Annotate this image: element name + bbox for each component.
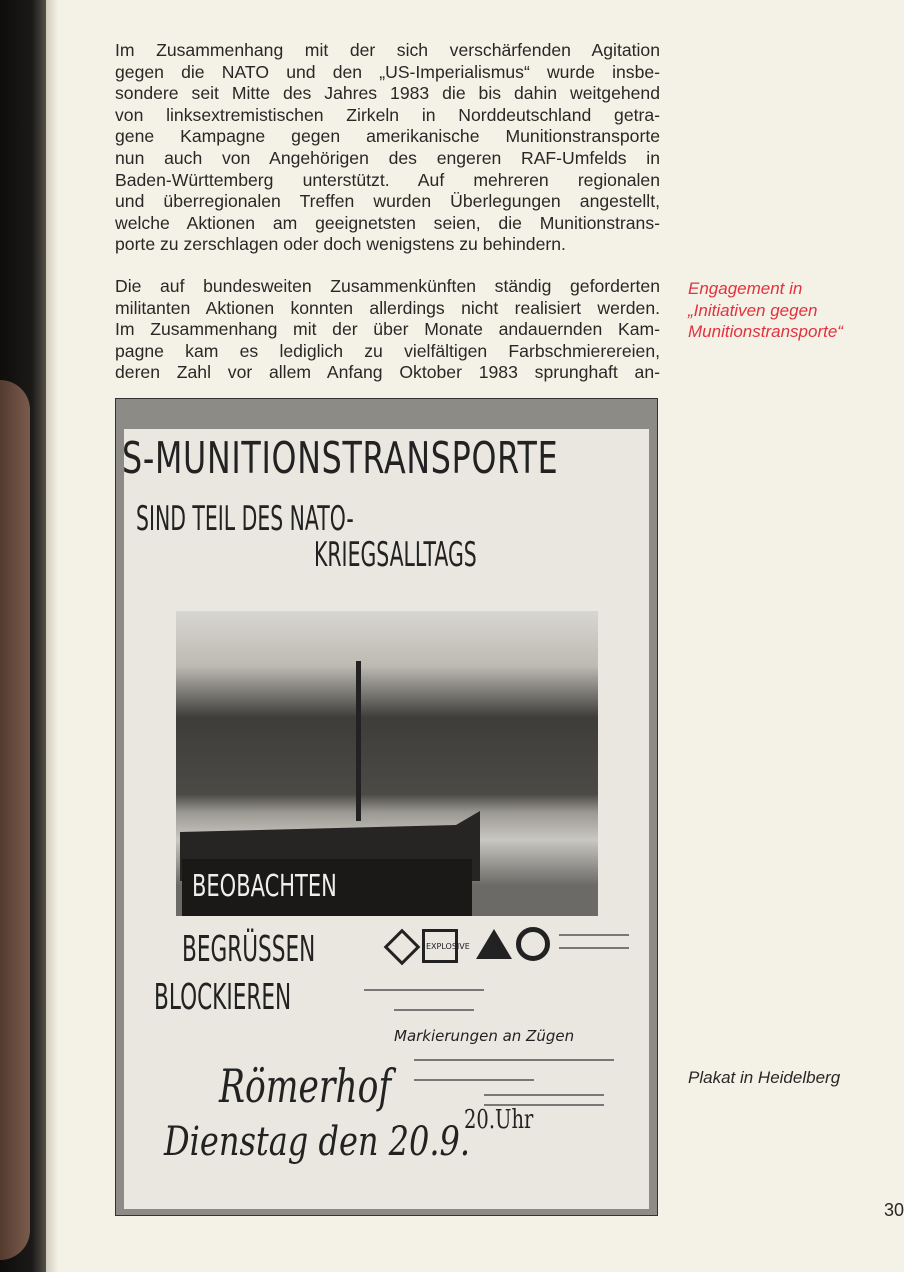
text-line: welche Aktionen am geeignetsten seien, die Munitionstrans- xyxy=(115,212,660,233)
text-line: sondere seit Mitte des Jahres 1983 die bis dahin weitgehend xyxy=(115,83,660,104)
poster-subheadline: SIND TEIL DES NATO- xyxy=(136,499,354,539)
poster-time: 20.Uhr xyxy=(464,1105,534,1135)
photo-label: BEOBACHTEN xyxy=(192,869,337,904)
text-line: von linksextremistischen Zirkeln in Norddeutschland getra- xyxy=(115,104,660,125)
margin-note-line: Engagement in xyxy=(688,279,803,298)
poster-line: BEGRÜSSEN xyxy=(182,929,316,970)
explosive-sign-icon xyxy=(422,929,470,963)
margin-note xyxy=(688,278,843,343)
hazard-diamond-icon xyxy=(384,929,421,966)
fine-print xyxy=(394,1009,474,1011)
image-caption: Plakat in Heidelberg xyxy=(688,1068,841,1087)
text-line: gene Kampagne gegen amerikanische Munitionstransporte xyxy=(115,126,660,147)
fine-print xyxy=(559,934,629,936)
poster-subheadline: KRIEGSALLTAGS xyxy=(314,535,477,575)
poster-venue: Römerhof xyxy=(219,1059,392,1113)
text-line: und überregionalen Treffen wurden Überlegungen angestellt, xyxy=(115,191,660,212)
poster-markings: Markierungen an Zügen xyxy=(394,1027,575,1045)
fine-print xyxy=(559,947,629,949)
text-line: Im Zusammenhang mit der sich verschärfenden Agitation xyxy=(115,40,660,60)
fine-print xyxy=(414,1059,614,1061)
text-line: Die auf bundesweiten Zusammenkünften ständig geforderten xyxy=(115,276,660,296)
fine-print xyxy=(364,989,484,991)
poster-line: BLOCKIEREN xyxy=(154,977,292,1018)
triangle-sign-icon xyxy=(476,929,512,959)
text-line: deren Zahl vor allem Anfang Oktober 1983 sprunghaft an- xyxy=(115,362,660,383)
text-line: Baden-Württemberg unterstützt. Auf mehreren regionalen xyxy=(115,169,660,190)
margin-note-line: „Initiativen gegen xyxy=(688,300,818,320)
text-line: gegen die NATO und den „US-Imperialismus“ wurde insbe- xyxy=(115,61,660,82)
text-line: nun auch von Angehörigen des engeren RAF-Umfelds in xyxy=(115,147,660,168)
fine-print xyxy=(484,1094,604,1096)
paragraph-2 xyxy=(115,276,660,384)
page-number: 30 xyxy=(884,1200,904,1220)
text-line: porte zu zerschlagen oder doch wenigstens zu behindern. xyxy=(115,234,566,255)
fine-print xyxy=(414,1079,534,1081)
text-line: pagne kam es lediglich zu vielfältigen Farbschmierereien, xyxy=(115,340,660,361)
ship-mast xyxy=(356,661,361,821)
poster-paper xyxy=(124,429,649,1209)
poster-photo xyxy=(115,398,658,1216)
scan-finger-shadow xyxy=(0,380,30,1260)
page-edge xyxy=(46,0,58,1272)
poster-headline: S-MUNITIONSTRANSPORTE xyxy=(122,433,559,484)
explosive-label: EXPLOSIVE xyxy=(426,942,470,951)
paragraph-1 xyxy=(115,40,660,256)
text-line: Im Zusammenhang mit der über Monate andauernden Kam- xyxy=(115,319,660,340)
text-line: militanten Aktionen konnten allerdings nicht realisiert werden. xyxy=(115,297,660,318)
poster-date: Dienstag den 20.9. xyxy=(164,1119,471,1165)
margin-note-line: Munitionstransporte“ xyxy=(688,322,843,342)
circle-sign-icon xyxy=(516,927,550,961)
